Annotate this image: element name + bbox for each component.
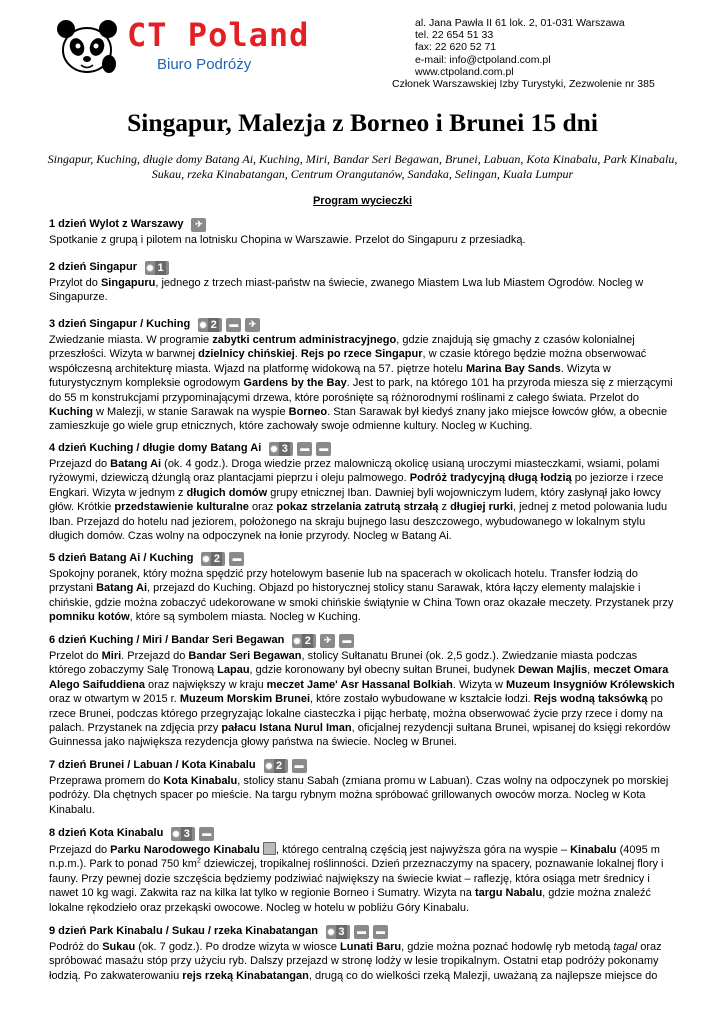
meal-icon: 3 — [326, 925, 350, 939]
contact-block — [392, 17, 655, 91]
day-heading-text: 2 dzień Singapur — [49, 261, 138, 274]
brand-subtitle: Biuro Podróży — [157, 56, 252, 73]
day-description: Przeprawa promem do Kota Kinabalu, stolicy stanu Sabah (zmiana promu w Labuan). Czas wolny na odpoczynek po morskiej podróży. Dla chętnych spacer po mieście. Na targu rybnym można spróbować grillowanych owoców morza. Nocleg w Kota Kinabalu. — [49, 775, 669, 816]
meal-icon: 3 — [171, 827, 195, 841]
day-heading-text: 4 dzień Kuching / długie domy Batang Ai — [49, 442, 262, 455]
national-park-icon — [263, 842, 276, 855]
day-description: Przejazd do Batang Ai (ok. 4 godz.). Droga wiedzie przez malowniczą okolicę usianą uroczymi miasteczkami, wsiami, polami ryżowymi, dziewiczą dżunglą oraz plantacjami pieprzu i oleju palmowego. Podróż tradycyjną długą łodzią po jeziorze i rzece Engkari. Wizyta w jednym z długich domów grupy etnicznej Iban. Dawniej byli wojowniczym ludem, który zasłynął jako łowcy głów. Krótkie przedstawienie kulturalne oraz pokaz strzelania zatrutą strzałą z długiej rurki, jednej z metod polowania ludu Iban. Przejazd do hotelu nad jeziorem, położonego na skraju bujnego lasu deszczowego, wybudowanego w lokalnym stylu długich domów. Czas wolny na odpoczynek na łonie przyrody. Nocleg w Batang Ai. — [49, 458, 668, 543]
day-description: Spokojny poranek, który można spędzić przy hotelowym basenie lub na spacerach w okolicach hotelu. Transfer łodzią do przystani Batang Ai, przejazd do Kuching. Objazd po historycznej stolicy stanu Sarawak, która łączy elementy malajskie i chińskie, gdzie można zobaczyć udekorowane w smoki chińskie świątynie w China Town oraz okazałe meczety. Przystanek przy pomniku kotów, które są symbolem miasta. Nocleg w Kuching. — [49, 568, 674, 624]
bus-icon: ▬ — [339, 634, 354, 648]
meal-icon: 2 — [201, 552, 225, 566]
meal-icon: 1 — [145, 261, 169, 275]
meal-icon: 2 — [292, 634, 316, 648]
day-heading — [49, 825, 675, 842]
meal-icon: 3 — [269, 442, 293, 456]
contact-email[interactable]: e-mail: info@ctpoland.com.pl — [415, 53, 551, 66]
bus-icon: ▬ — [316, 442, 331, 456]
contact-phone: tel. 22 654 51 33 — [415, 29, 494, 42]
airplane-icon: ✈ — [320, 634, 335, 648]
bus-icon: ▬ — [297, 442, 312, 456]
program-heading: Program wycieczki — [312, 195, 413, 207]
day-heading-text: 7 dzień Brunei / Labuan / Kota Kinabalu — [49, 759, 256, 772]
day-heading — [49, 316, 675, 333]
day-section — [49, 757, 675, 817]
day-section — [49, 825, 675, 915]
day-description: Zwiedzanie miasta. W programie zabytki centrum administracyjnego, gdzie znajdują się gmachy z czasów kolonialnej przeszłości. Wizyta w barwnej dzielnicy chińskiej. Rejs po rzece Singapur, w czasie którego będzie można obserwować współczesną architekturę miasta. Wjazd na platformę widokową na 57. piętrze hotelu Marina Bay Sands. Wizyta w futurystycznym kompleksie ogrodowym Gardens by the Bay. Jest to park, na którego 101 ha przyroda miesza się z mierzącymi do 55 m konstrukcjami przypominającymi drzewa, które porośnięte są różnorodnymi roślinami z całego świata. Przelot do Kuching w Malezji, w stanie Sarawak na wyspie Borneo. Stan Sarawak był kiedyś znany jako miejsce łowców głów, a obecnie zamieszkuje go wiele grup etnicznych, które zachowały swoje odmienne kultury. Nocleg w Kuching. — [49, 334, 673, 433]
bus-icon: ▬ — [373, 925, 388, 939]
day-heading — [49, 440, 675, 457]
contact-website[interactable]: www.ctpoland.com.pl — [415, 65, 514, 78]
membership-line: Członek Warszawskiej Izby Turystyki, Zezwolenie nr 385 — [392, 78, 655, 91]
day-section — [49, 259, 675, 305]
day-heading-text: 8 dzień Kota Kinabalu — [49, 827, 164, 840]
meal-icon: 2 — [264, 759, 288, 773]
day-heading — [49, 550, 675, 567]
day-description: Przelot do Miri. Przejazd do Bandar Seri Begawan, stolicy Sułtanatu Brunei (ok. 2,5 godz.). Zwiedzanie miasta podczas którego zobaczymy Salę Tronową Lapau, gdzie koronowany był obecny sułtan Brunei, budynek Dewan Majlis, meczet Omara Alego Saifuddiena oraz największy w kraju meczet Jame' Asr Hassanal Bolkiah. Wizyta w Muzeum Insygniów Królewskich oraz w otwartym w 2015 r. Muzeum Morskim Brunei, które zostało wybudowane w kształcie łodzi. Rejs wodną taksówką po rzece Brunei, podczas którego przegryzając lokalne ciasteczka i pijąc herbatę, można obserwować życie przy rzece i domy na palach. Przystanek na zdjęcia przy pałacu Istana Nurul Iman, oficjalnej rezydencji sułtana Brunei, wpisanej do księgi rekordów Guinnessa jako największa rezydencja głowy państwa na świecie. Nocleg w Brunei. — [49, 650, 675, 749]
day-description: Podróż do Sukau (ok. 7 godz.). Po drodze wizyta w wiosce Lunati Baru, gdzie można poznać hodowlę ryb metodą tagal oraz spróbować masażu stóp przy użyciu ryb. Dalszy przejazd w stronę lodży w lesie tropikalnym. Ostatni etap podróży pokonamy łodzią. Po zakwaterowaniu rejs rzeką Kinabatangan, drugą co do wielkości rzeką Malezji, uważaną za najlepsze miejsce do — [49, 941, 662, 982]
day-section — [49, 440, 675, 543]
panda-icon — [55, 16, 119, 78]
bus-icon: ▬ — [292, 759, 307, 773]
day-section — [49, 923, 675, 983]
day-heading — [49, 757, 675, 774]
contact-address: al. Jana Pawła II 61 lok. 2, 01-031 Warszawa — [415, 17, 625, 29]
bus-icon: ▬ — [199, 827, 214, 841]
day-description: Przejazd do Parku Narodowego Kinabalu , którego centralną częścią jest najwyższa góra na wyspie – Kinabalu (4095 m n.p.m.). Park to ponad 750 $km^2$ dziewiczej, tropikalnej roślinności. Dzień przeznaczymy na spacery, poznawanie lokalnej flory i fauny. Przy pewnej dozie szczęścia będziemy podziwiać największy na świecie kwiat – raflezję, która osiąga metr średnicy i nawet 10 kg wagi. Zakwita raz na kilka lat tylko w regionie Borneo i Sumatry. Wizyta na targu Nabalu, gdzie można znaleźć lokalne rękodzieło oraz przekąski owocowe. Nocleg w hotelu w pobliżu Góry Kinabalu. — [49, 844, 664, 914]
airplane-icon: ✈ — [245, 318, 260, 332]
page-title: Singapur, Malezja z Borneo i Brunei 15 dni — [127, 108, 598, 137]
day-section — [49, 216, 675, 247]
contact-fax: fax: 22 620 52 71 — [415, 41, 497, 54]
meal-icon: 2 — [198, 318, 222, 332]
brand-name: CT Poland — [127, 16, 310, 54]
day-heading-text: 5 dzień Batang Ai / Kuching — [49, 552, 194, 565]
day-description: Przylot do Singapuru, jednego z trzech miast-państw na świecie, zwanego Miastem Lwa lub Miastem Ogrodów. Nocleg w Singapurze. — [49, 277, 644, 304]
airplane-icon: ✈ — [191, 218, 206, 232]
day-heading — [49, 632, 675, 649]
route-subtitle: Singapur, Kuching, długie domy Batang Ai, Kuching, Miri, Bandar Seri Begawan, Brunei, Labuan, Kota Kinabalu, Park Kinabalu, Sukau, rzeka Kinabatangan, Centrum Orangutanów, Sandaka, Selingan, Kuala Lumpur — [47, 152, 678, 181]
day-section — [49, 316, 675, 434]
ct-poland-logo — [55, 14, 310, 80]
day-section — [49, 550, 675, 625]
bus-icon: ▬ — [226, 318, 241, 332]
day-heading-text: 1 dzień Wylot z Warszawy — [49, 218, 184, 231]
day-heading — [49, 923, 675, 940]
day-heading — [49, 259, 675, 276]
bus-icon: ▬ — [354, 925, 369, 939]
day-description: Spotkanie z grupą i pilotem na lotnisku Chopina w Warszawie. Przelot do Singapuru z przesiadką. — [49, 234, 526, 246]
bus-icon: ▬ — [229, 552, 244, 566]
day-heading-text: 6 dzień Kuching / Miri / Bandar Seri Begawan — [49, 634, 285, 647]
day-heading — [49, 216, 675, 233]
day-section — [49, 632, 675, 750]
day-heading-text: 9 dzień Park Kinabalu / Sukau / rzeka Kinabatangan — [49, 925, 318, 938]
day-heading-text: 3 dzień Singapur / Kuching — [49, 318, 191, 331]
